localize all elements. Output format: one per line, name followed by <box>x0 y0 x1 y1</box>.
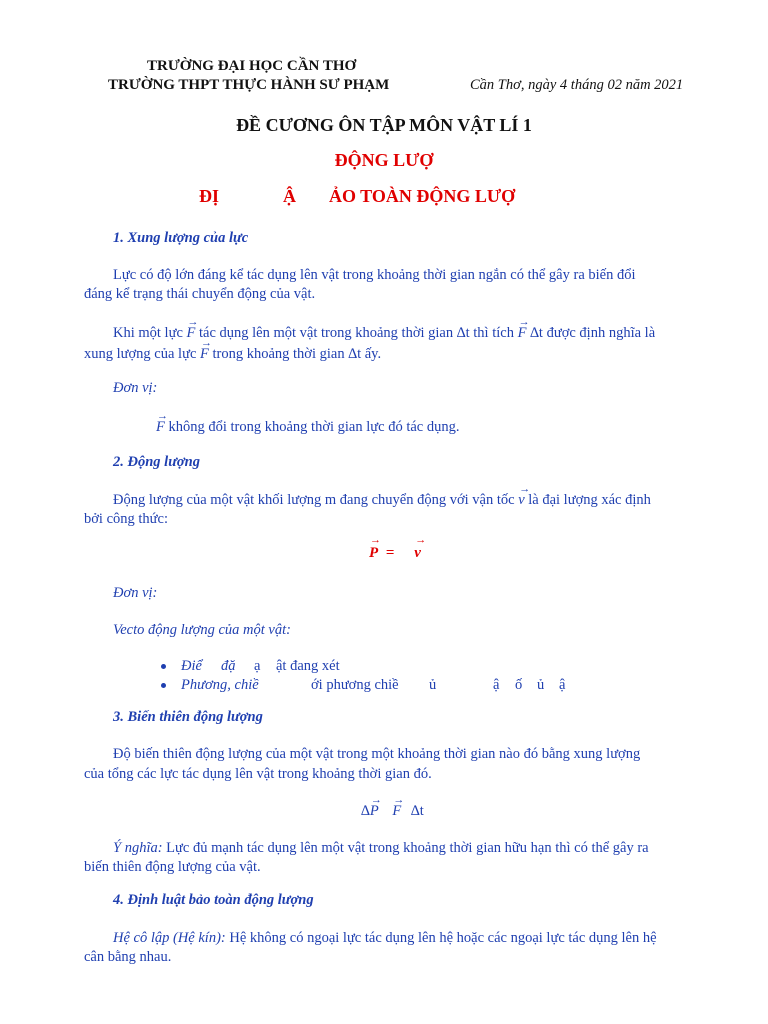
closed-system-text-1: Hệ không có ngoại lực tác dụng lên hệ hoặc các ngoại lực tác dụng lên hệ <box>229 930 657 946</box>
section-2-p1-line2: bởi công thức: <box>84 511 168 527</box>
section-1-p1-line1: Lực có độ lớn đáng kể tác dụng lên vật trong khoảng thời gian ngắn có thể gây ra biến đổi <box>113 267 636 283</box>
p1-text-a: Động lượng của một vật khối lượng m đang chuyển động với vận tốc <box>113 492 515 508</box>
section-1-p2-line2 <box>84 344 381 364</box>
note-text: không đổi trong khoảng thời gian lực đó tác dụng. <box>168 419 460 435</box>
school-name-1: TRƯỜNG ĐẠI HỌC CẦN THƠ <box>147 58 357 74</box>
section-2-unit-label: Đơn vị: <box>113 585 158 601</box>
section-2-heading: 2. Động lượng <box>113 454 200 470</box>
closed-system-label: Hệ cô lập (Hệ kín): <box>113 930 226 946</box>
p2-text-e: trong khoảng thời gian ∆t ấy. <box>212 346 382 362</box>
bullet-1-a: Điể <box>181 658 202 674</box>
section-1-heading: 1. Xung lượng của lực <box>113 230 249 246</box>
momentum-formula <box>369 545 421 562</box>
section-3-heading: 3. Biến thiên động lượng <box>113 709 263 725</box>
section-2-p1-line1 <box>113 490 651 510</box>
page-title: ĐỀ CƯƠNG ÔN TẬP MÔN VẬT LÍ 1 <box>236 115 532 135</box>
meaning-label: Ý nghĩa: <box>113 840 163 856</box>
bullet-2-g: ậ <box>559 677 566 693</box>
section-4-closed-line1 <box>113 928 657 948</box>
p2-text-d: xung lượng của lực <box>84 346 197 362</box>
bullet-1-d: ật đang xét <box>276 658 340 674</box>
bullet-2-c: ủ <box>429 677 437 693</box>
bullet-2-a: Phương, chiề <box>181 677 259 693</box>
bullet-2-f: ủ <box>537 677 545 693</box>
force-vector-f: → F <box>156 417 165 437</box>
bullet-1 <box>181 656 340 676</box>
impulse-formula <box>361 801 424 821</box>
p2-text-a: Khi một lực <box>113 325 183 341</box>
formula-momentum-p: → P <box>370 801 379 821</box>
section-3-p1-line2: của tổng các lực tác dụng lên vật trong khoảng thời gian đó. <box>84 766 432 782</box>
formula-delta: ∆ <box>361 803 370 819</box>
section-4-closed-line2: cân bằng nhau. <box>84 949 172 965</box>
subtitle-1: ĐỘNG LƯỢ <box>334 150 434 170</box>
section-1-p1-line2: đáng kể trạng thái chuyển động của vật. <box>84 286 316 302</box>
formula-velocity-v: → v <box>414 545 421 562</box>
section-1-p2-line1 <box>113 323 655 343</box>
section-1-note <box>156 417 459 437</box>
subtitle-2-part-b: Ậ <box>283 186 296 206</box>
bullet-2 <box>181 675 565 695</box>
momentum-vector-p: → P <box>369 545 378 562</box>
section-3-meaning-line1 <box>113 838 649 858</box>
bullet-2-b: ới phương chiề <box>311 677 399 693</box>
section-3-meaning-line2: biến thiên động lượng của vật. <box>84 859 261 875</box>
section-1-unit-label: Đơn vị: <box>113 380 158 396</box>
bullet-2-d: ậ <box>493 677 500 693</box>
bullet-2-e: ố <box>515 677 523 693</box>
subtitle-2-part-c: ẢO TOÀN ĐỘNG LƯỢ <box>329 186 516 206</box>
bullet-1-b: đặ <box>221 658 236 674</box>
section-2-vector-label: Vecto động lượng của một vật: <box>113 622 291 638</box>
formula-delta-t: ∆t <box>410 803 424 819</box>
force-vector-f: → F <box>518 323 527 343</box>
force-vector-f: → F <box>187 323 196 343</box>
p2-text-b: tác dụng lên một vật trong khoảng thời gian ∆t thì tích <box>199 325 514 341</box>
velocity-vector-v: → v <box>518 490 524 510</box>
formula-force-f: → F <box>392 801 401 821</box>
bullet-dot <box>161 683 166 688</box>
school-name-2: TRƯỜNG THPT THỰC HÀNH SƯ PHẠM <box>108 77 390 93</box>
meaning-text-1: Lực đủ mạnh tác dụng lên một vật trong khoảng thời gian hữu hạn thì có thể gây ra <box>166 840 649 856</box>
bullet-dot <box>161 664 166 669</box>
p2-text-c: ∆t được định nghĩa là <box>530 325 656 341</box>
formula-equals: = <box>385 545 395 561</box>
section-3-p1-line1: Độ biến thiên động lượng của một vật trong một khoảng thời gian nào đó bằng xung lượng <box>113 746 641 762</box>
p1-text-b: là đại lượng xác định <box>528 492 651 508</box>
force-vector-f: → F <box>200 344 209 364</box>
section-4-heading: 4. Định luật bảo toàn động lượng <box>113 892 314 908</box>
bullet-1-c: ạ <box>254 658 261 674</box>
subtitle-2-part-a: ĐỊ <box>199 186 220 206</box>
document-date: Cần Thơ, ngày 4 tháng 02 năm 2021 <box>470 77 684 93</box>
